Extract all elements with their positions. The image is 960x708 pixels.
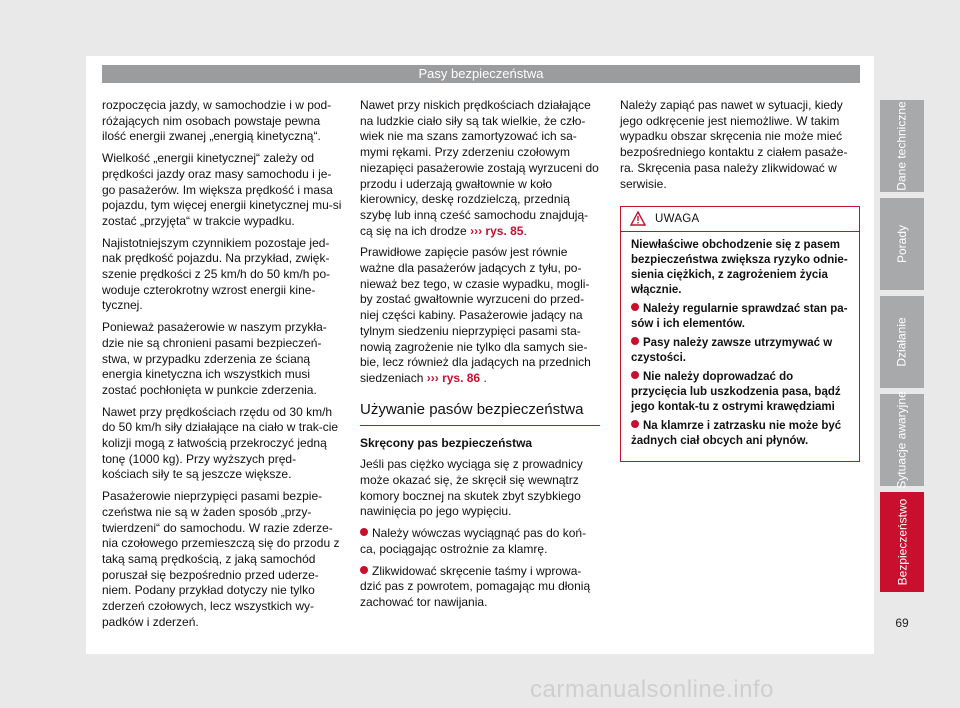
bullet-dot-icon	[631, 371, 639, 379]
warning-item	[631, 336, 849, 366]
tab-label: Porady	[895, 224, 909, 264]
tab-porady[interactable]	[880, 198, 924, 290]
paragraph: Jeśli pas ciężko wyciąga się z prowadnicy może okazać się, że skręcił się wewnątrz komory bocznej na skutek zbyt szybkiego nawinięcia po jego wypięciu.	[360, 457, 583, 519]
bullet-dot-icon	[631, 420, 639, 428]
paragraph: Należy zapiąć pas nawet w sytuacji, kiedy jego odkręcenie jest niemożliwe. W takim wypadku obszar skręcenia nie może mieć bezpośredniego kontaktu z ciałem pasaże-ra. Skręcenia pasa należy zlikwidować w serwisie.	[620, 98, 848, 191]
bullet-text: Należy wówczas wyciągnąć pas do koń-ca, pociągając ostrożnie za klamrę.	[360, 526, 587, 556]
warning-intro: Niewłaściwe obchodzenie się z pasem bezpieczeństwa zwiększa ryzyko odnie-sienia ciężkich, z zagrożeniem życia włącznie.	[631, 239, 848, 297]
section-title: Używanie pasów bezpieczeństwa	[360, 401, 600, 426]
page-number: 69	[895, 616, 909, 630]
warning-item-text: Należy regularnie sprawdzać stan pa-sów i ich elementów.	[631, 303, 848, 331]
warning-body	[621, 232, 859, 461]
paragraph-text: Nawet przy niskich prędkościach działające na ludzkie ciało siły są tak wielkie, że czło-wiek nie ma szans zamortyzować ich sa-mymi rękami. Przy zderzeniu czołowym niezapięci pasażerowie zostają wyrzuceni do przodu i uderzają gwałtownie w koło kierownicy, deskę rozdzielczą, przednią szybę lub inną cześć samochodu znajdują-cą się na ich drodze	[360, 98, 599, 238]
paragraph	[360, 245, 600, 386]
bullet-dot-icon	[360, 528, 368, 536]
tab-bezpieczenstwo[interactable]	[880, 492, 924, 592]
warning-item	[631, 370, 849, 415]
punctuation: .	[523, 223, 527, 238]
bullet-dot-icon	[360, 566, 368, 574]
warning-item	[631, 419, 849, 449]
column-3	[620, 98, 860, 462]
tab-label: Sytuacje awaryjne	[895, 391, 910, 489]
bullet-dot-icon	[631, 337, 639, 345]
paragraph: Ponieważ pasażerowie w naszym przykła-dzie nie są chronieni pasami bezpieczeń-stwa, w przypadku zderzenia ze ścianą energia kinetyczna ich wszystkich musi zostać pochłonięta w punkcie zderzenia.	[102, 320, 327, 397]
warning-item	[631, 302, 849, 332]
watermark: carmanualsonline.info	[530, 676, 774, 703]
paragraph: Najistotniejszym czynnikiem pozostaje jed-nak prędkość pojazdu. Na przykład, zwięk-szenie prędkości z 25 km/h do 50 km/h po-woduje czterokrotny wzrost energii kine-tycznej.	[102, 235, 331, 313]
warning-item-text: Nie należy doprowadzać do przycięcia lub uszkodzenia pasa, bądź jego kontak-tu z ostrymi krawędziami	[631, 371, 841, 414]
warning-item-text: Pasy należy zawsze utrzymywać w czystości.	[631, 337, 833, 365]
paragraph: Nawet przy prędkościach rzędu od 30 km/h do 50 km/h siły działające na ciało w trak-cie kolizji mogą z łatwością przekroczyć jedną tonę (1000 kg). Przy wyższych pręd-kościach siły te są jeszcze większe.	[102, 404, 339, 482]
warning-header	[621, 207, 859, 232]
tab-dzialanie[interactable]	[880, 296, 924, 388]
reference-arrows: ›››	[470, 223, 483, 238]
figure-link[interactable]: rys. 86	[442, 370, 481, 385]
warning-box	[620, 206, 860, 462]
bullet-dot-icon	[631, 303, 639, 311]
paragraph: rozpoczęcia jazdy, w samochodzie i w pod-różających nim osobach powstaje pewna ilość energii zwanej „energią kinetyczną“.	[102, 98, 332, 144]
subheading: Skręcony pas bezpieczeństwa	[360, 435, 533, 450]
tab-label: Działanie	[895, 317, 910, 367]
paragraph-text: Prawidłowe zapięcie pasów jest równie ważne dla pasażerów jadących z tyłu, po-nieważ bez tego, w czasie wypadku, mogli-by zostać gwałtownie wyrzuceni do przed-niej części kabiny. Pasażerowie jadący na tylnym siedzeniu nieprzypięci pasami sta-nowią zagrożenie nie tylko dla samych sie-bie, lecz również dla jadących na przednich siedzeniach	[360, 245, 591, 385]
paragraph: Pasażerowie nieprzypięci pasami bezpie-czeństwa nie są w żaden sposób „przy-twierdzeni“ do samochodu. W razie zderze-nia czołowego przemieszczą się do przodu z taką samą prędkością, z jaką samochód poruszał się bezpośrednio przed uderze-niem. Podany przykład dotyczy nie tylko zderzeń czołowych, lecz wszystkich wy-padków i zderzeń.	[102, 489, 340, 629]
tab-sytuacje-awaryjne[interactable]	[880, 391, 924, 489]
bullet-item	[360, 526, 600, 557]
bullet-text: Zlikwidować skręcenie taśmy i wprowa-dzić pas z powrotem, pomagając mu dłonią zachować tor nawijania.	[360, 563, 591, 609]
warning-item-text: Na klamrze i zatrzasku nie może być żadnych ciał obcych ani płynów.	[631, 420, 842, 448]
bullet-item	[360, 564, 600, 611]
tab-label: Bezpieczeństwo	[895, 498, 909, 586]
column-1	[102, 98, 342, 637]
punctuation: .	[480, 370, 487, 385]
reference-arrows: ›››	[426, 370, 439, 385]
warning-triangle-icon	[630, 211, 646, 226]
tab-label: Dane techniczne	[895, 101, 910, 191]
paragraph	[360, 98, 600, 239]
tab-dane-techniczne[interactable]	[880, 100, 924, 192]
page-header: Pasy bezpieczeństwa	[102, 65, 860, 83]
figure-link[interactable]: rys. 85	[485, 223, 524, 238]
paragraph: Wielkość „energii kinetycznej“ zależy od prędkości jazdy oraz masy samochodu i je-go pasażerów. Im większa prędkość i masa pojazdu, tym więcej energii kinetycznej mu-si zostać „przyjęta“ w trakcie wypadku.	[102, 151, 342, 228]
column-2	[360, 98, 600, 617]
warning-title: UWAGA	[655, 213, 700, 226]
